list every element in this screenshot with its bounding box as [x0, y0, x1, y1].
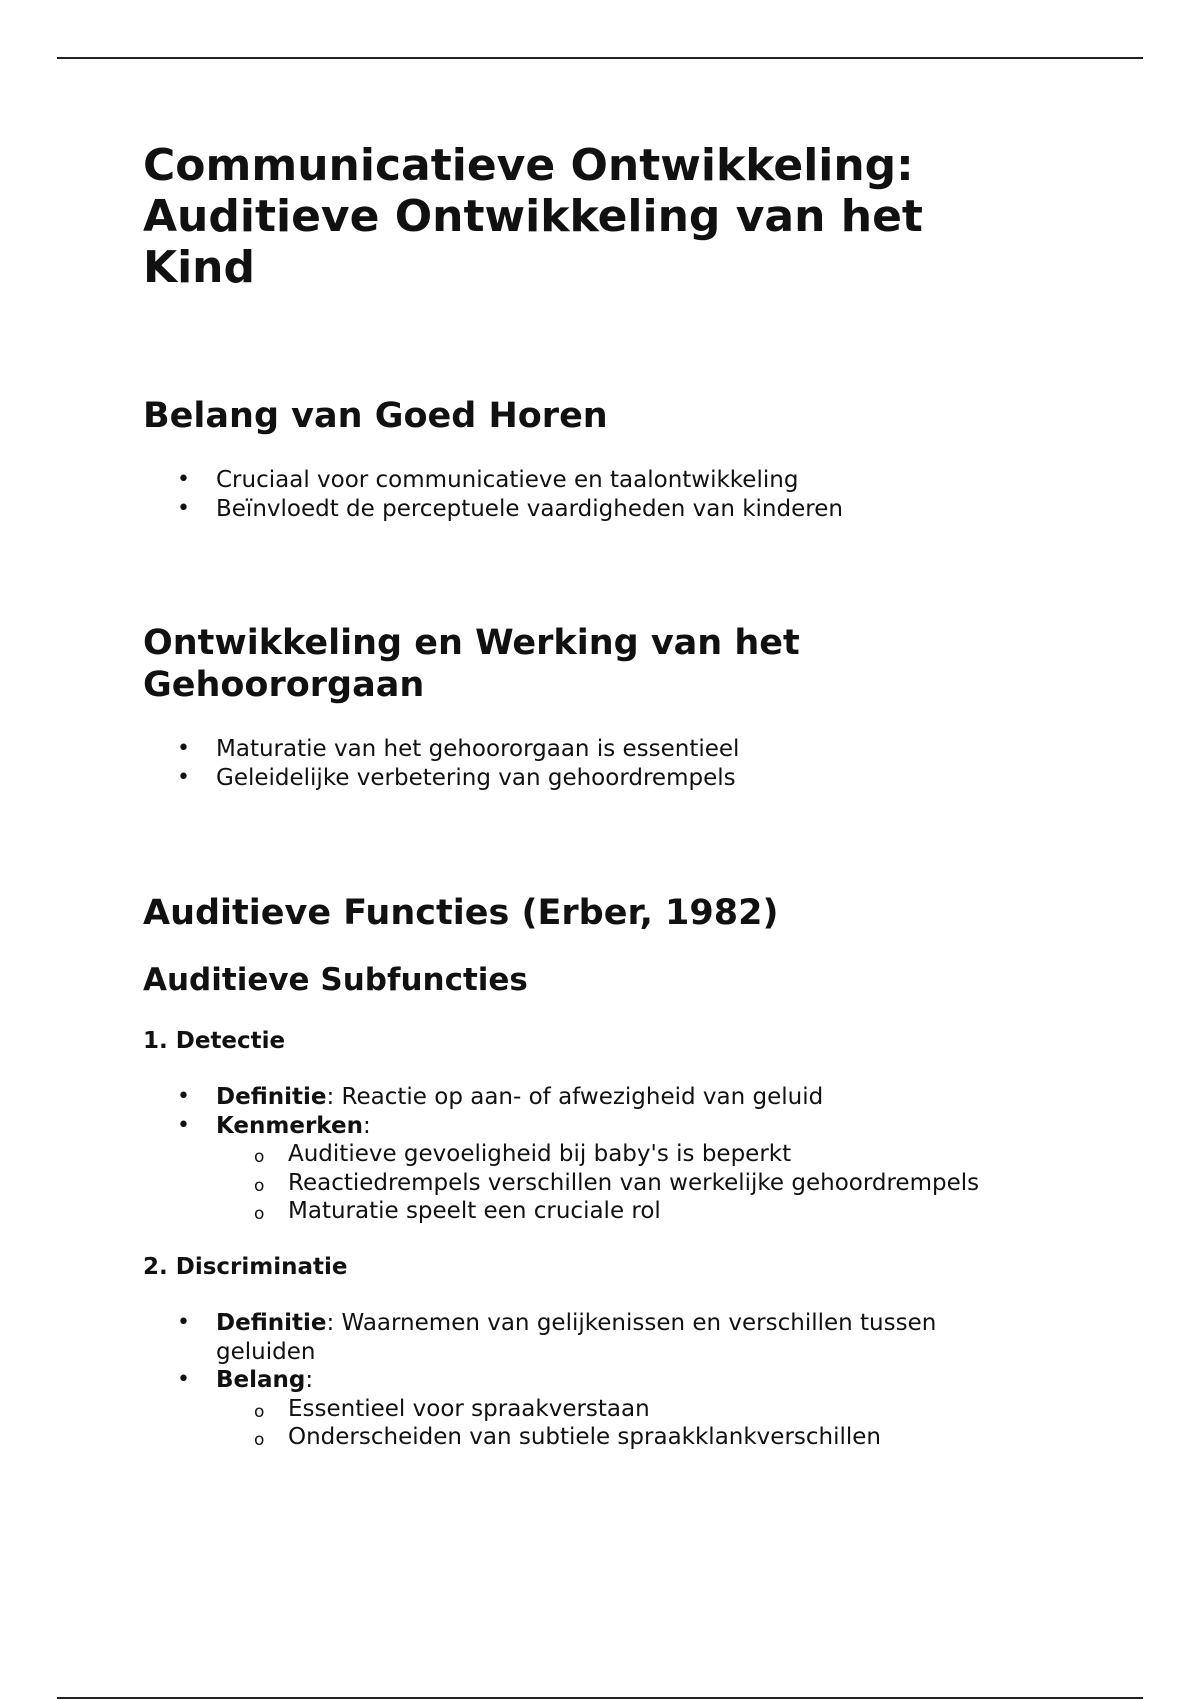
list-item: • Maturatie van het gehoororgaan is essentieel — [143, 735, 1043, 764]
list-item — [143, 1083, 1043, 1112]
item-text: : — [305, 1367, 314, 1393]
subsection-list-detectie — [143, 1083, 1043, 1226]
list-item: • Cruciaal voor communicatieve en taalontwikkeling — [143, 466, 1043, 495]
subsection-heading-detectie: 1. Detectie — [143, 1028, 286, 1054]
section-heading-gehoororgaan: Ontwikkeling en Werking van het Gehoororgaan — [143, 623, 800, 705]
subsection-list-discriminatie — [143, 1309, 1043, 1452]
sublist-item: o Maturatie speelt een cruciale rol — [216, 1197, 1043, 1226]
list-item: • Beïnvloedt de perceptuele vaardigheden van kinderen — [143, 495, 1043, 524]
section-heading-auditieve-functies: Auditieve Functies (Erber, 1982) — [143, 893, 779, 933]
sublist-item: o Essentieel voor spraakverstaan — [216, 1395, 1043, 1424]
list-item — [143, 1112, 1043, 1226]
item-label: Definitie — [216, 1084, 327, 1110]
subsection-heading-discriminatie: 2. Discriminatie — [143, 1254, 348, 1280]
list-item: • Geleidelijke verbetering van gehoordrempels — [143, 764, 1043, 793]
list-item — [143, 1366, 1043, 1452]
sublist-item: o Auditieve gevoeligheid bij baby's is beperkt — [216, 1140, 1043, 1169]
document-title: Communicatieve Ontwikkeling: Auditieve Ontwikkeling van het Kind — [143, 140, 923, 293]
list-item — [143, 1309, 1043, 1366]
bottom-rule — [57, 1697, 1143, 1699]
sublist — [216, 1395, 1043, 1452]
item-label: Kenmerken — [216, 1112, 363, 1139]
sublist — [216, 1140, 1043, 1226]
subheading-auditieve-subfuncties: Auditieve Subfuncties — [143, 962, 528, 998]
section-heading-belang: Belang van Goed Horen — [143, 396, 608, 436]
item-label: Belang — [216, 1367, 306, 1393]
section-list-gehoororgaan — [143, 735, 1043, 792]
item-text: : — [362, 1112, 371, 1139]
sublist-item: o Reactiedrempels verschillen van werkelijke gehoordrempels — [216, 1169, 1043, 1198]
section-list-belang — [143, 466, 1043, 523]
item-text: : Waarnemen van gelijkenissen en verschillen tussen geluiden — [216, 1310, 937, 1365]
item-text: : Reactie op aan- of afwezigheid van geluid — [326, 1084, 824, 1110]
sublist-item: o Onderscheiden van subtiele spraakklankverschillen — [216, 1423, 1043, 1452]
item-label: Definitie — [216, 1310, 327, 1336]
top-rule — [57, 57, 1143, 59]
